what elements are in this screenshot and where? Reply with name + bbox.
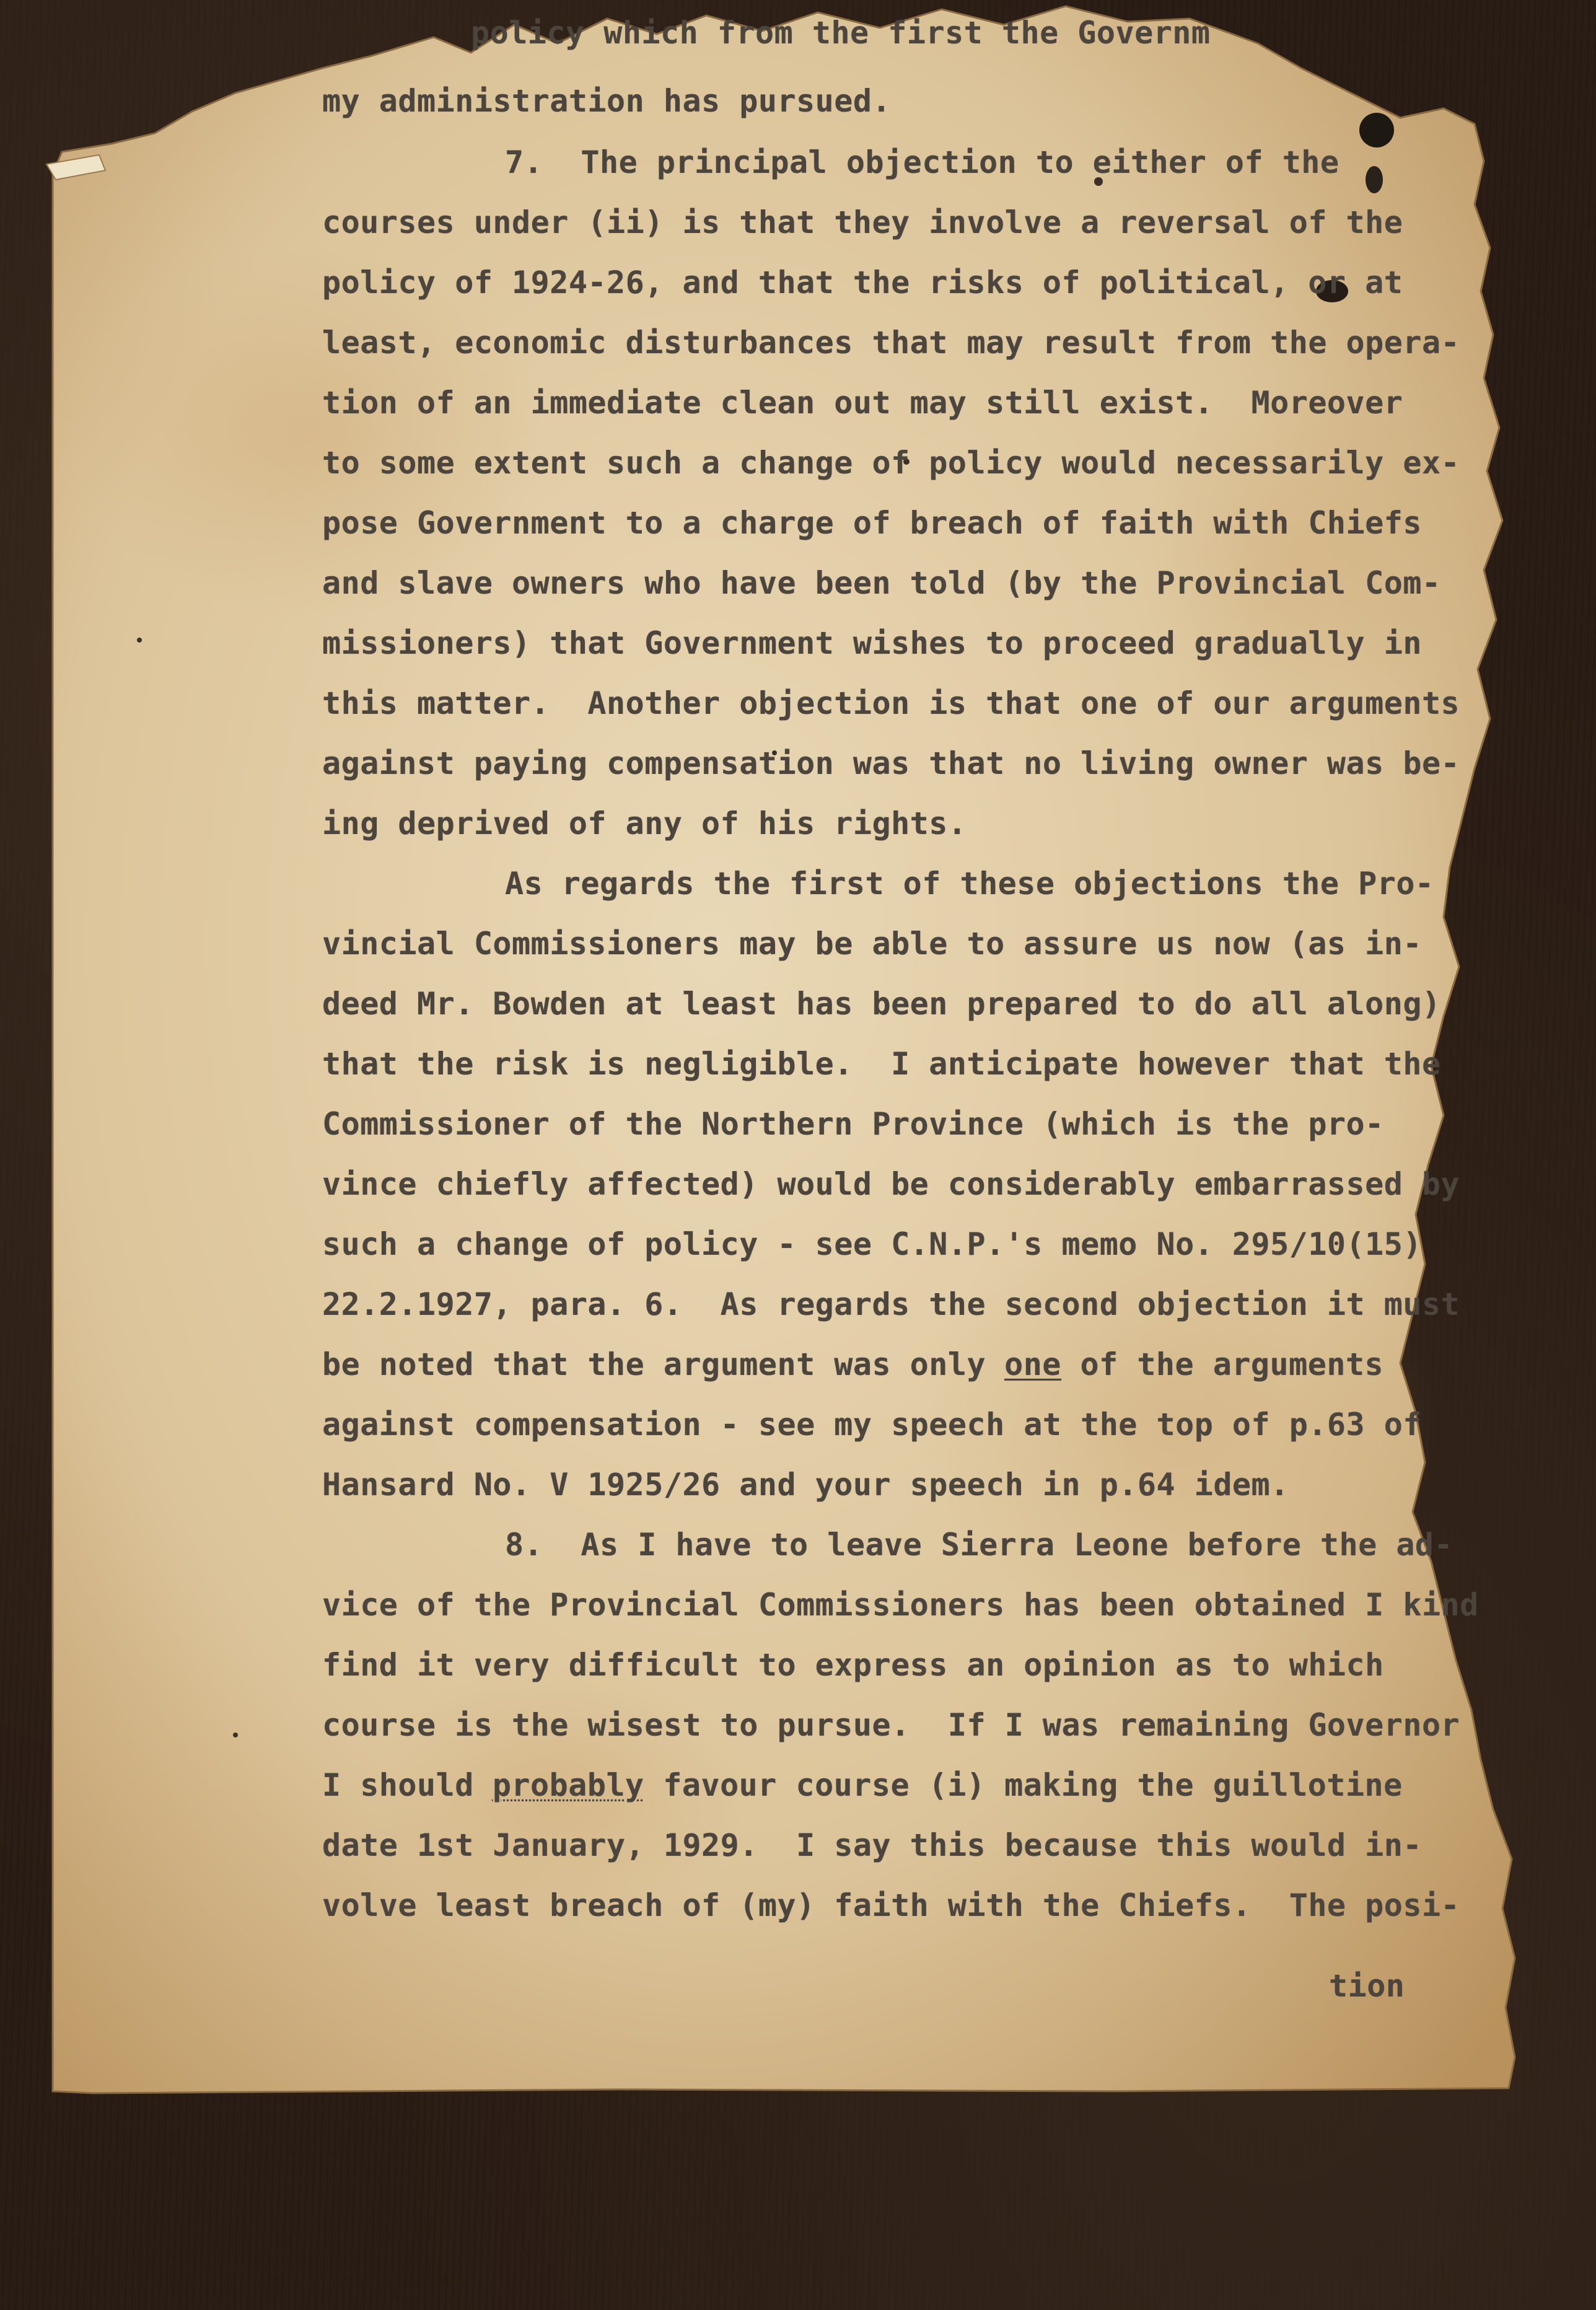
text-line-content: 22.2.1927, para. 6. As regards the second objection it must	[322, 1286, 1460, 1322]
text-line	[322, 1409, 1422, 1446]
text-line	[322, 1469, 1289, 1506]
text-line	[322, 1887, 1460, 1927]
text-line	[322, 1767, 1403, 1807]
text-line-content: policy of 1924-26, and that the risks of political, or at	[322, 265, 1403, 301]
text-line-content: deed Mr. Bowden at least has been prepared to do all along)	[322, 986, 1441, 1022]
underlined-word: probably	[492, 1767, 644, 1803]
underlined-word: one	[1004, 1346, 1061, 1382]
text-line-content: Hansard No. V 1925/26 and your speech in p.64 idem.	[322, 1467, 1289, 1503]
text-line-content: against compensation - see my speech at the top of p.63 of	[322, 1407, 1422, 1443]
text-line-content: favour course (i) making the guillotine	[644, 1767, 1403, 1803]
text-line-content: this matter. Another objection is that one of our arguments	[322, 685, 1460, 721]
text-line	[322, 1226, 1422, 1266]
text-line	[322, 565, 1441, 605]
text-line-content: and slave owners who have been told (by the Provincial Com-	[322, 565, 1441, 601]
text-line	[322, 204, 1403, 244]
text-line	[322, 447, 1460, 485]
text-line-content: be noted that the argument was only	[322, 1346, 986, 1382]
text-line	[505, 868, 1434, 905]
text-line	[322, 1346, 1384, 1386]
text-line	[322, 1827, 1422, 1867]
text-line-content: I should	[322, 1767, 474, 1803]
text-line	[322, 267, 1403, 304]
text-line	[322, 685, 1460, 725]
text-line	[322, 1048, 1441, 1086]
text-line-content: missioners) that Government wishes to proceed gradually in	[322, 625, 1422, 661]
text-line	[322, 387, 1403, 424]
text-line	[322, 327, 1460, 364]
text-line	[322, 1589, 1479, 1627]
text-line	[322, 808, 967, 845]
text-line	[322, 928, 1422, 965]
text-line	[322, 988, 1441, 1025]
text-line	[322, 83, 892, 123]
text-line-content: least, economic disturbances that may result from the opera-	[322, 325, 1460, 361]
text-line-content: As regards the first of these objections the Pro-	[505, 866, 1434, 902]
text-line-content: policy which from the first the Governm	[471, 15, 1211, 51]
text-line-content: date 1st January, 1929. I say this because this would in-	[322, 1827, 1422, 1863]
text-line-content: Commissioner of the Northern Province (which is the pro-	[322, 1106, 1384, 1142]
text-line	[322, 745, 1460, 785]
text-line-content: vince chiefly affected) would be considerably embarrassed by	[322, 1166, 1460, 1202]
text-line	[322, 1707, 1460, 1747]
text-line	[322, 1286, 1460, 1326]
paragraph-7-start	[505, 144, 1340, 184]
text-line-content: volve least breach of (my) faith with the Chiefs. The posi-	[322, 1887, 1460, 1923]
text-line-content: my administration has pursued.	[322, 83, 892, 119]
text-line	[322, 1166, 1460, 1206]
text-line-content: against paying compensation was that no living owner was be-	[322, 745, 1460, 781]
paragraph-8-start	[505, 1529, 1453, 1566]
text-line	[322, 1106, 1384, 1146]
text-line	[322, 625, 1422, 665]
text-line-content: course is the wisest to pursue. If I was remaining Governor	[322, 1707, 1460, 1743]
text-line	[471, 17, 1211, 55]
text-line	[322, 507, 1422, 545]
text-line-content: such a change of policy - see C.N.P.'s memo No. 295/10(15)	[322, 1226, 1422, 1262]
text-line-content: courses under (ii) is that they involve a reversal of the	[322, 204, 1403, 240]
text-line-content: vice of the Provincial Commissioners has been obtained I kind	[322, 1587, 1479, 1623]
text-line-content: that the risk is negligible. I anticipate however that the	[322, 1046, 1441, 1082]
text-line-content: of the arguments	[1061, 1346, 1384, 1382]
text-line-content: pose Government to a charge of breach of faith with Chiefs	[322, 505, 1422, 541]
text-line-content: ing deprived of any of his rights.	[322, 806, 967, 841]
text-line	[322, 1649, 1384, 1687]
text-line-content: tion of an immediate clean out may still exist. Moreover	[322, 385, 1403, 421]
text-line-content: vincial Commissioners may be able to assure us now (as in-	[322, 926, 1422, 962]
text-line-content: tion	[1329, 1968, 1405, 2004]
text-line-content: 8. As I have to leave Sierra Leone before the ad-	[505, 1527, 1454, 1563]
text-line-content: to some extent such a change of policy would necessarily ex-	[322, 445, 1460, 481]
catchword	[1329, 1970, 1405, 2008]
text-line-content: 7. The principal objection to either of the	[505, 144, 1340, 180]
text-line-content: find it very difficult to express an opinion as to which	[322, 1647, 1384, 1683]
